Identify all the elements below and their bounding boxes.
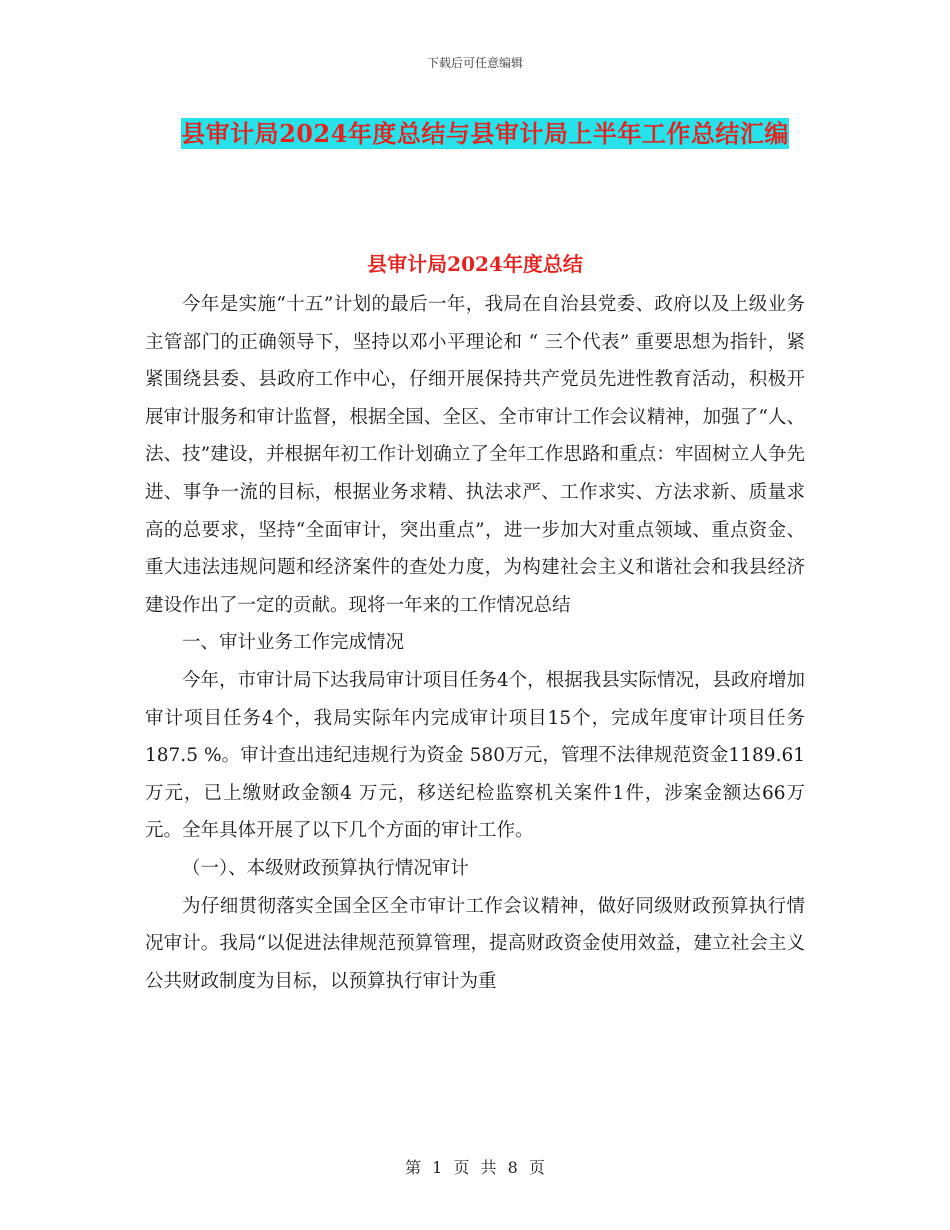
heading-budget-audit: （一）、本级财政预算执行情况审计 [182, 857, 469, 879]
document-title-text: 县审计局2024年度总结与县审计局上半年工作总结汇编 [181, 119, 789, 148]
page-number: 第 1 页 共 8 页 [405, 1158, 545, 1177]
section-title: 县审计局2024年度总结 [367, 252, 583, 276]
document-title [145, 112, 825, 156]
header-note: 下载后可任意编辑 [426, 56, 523, 70]
paragraph-intro: 今年是实施“十五”计划的最后一年，我局在自治县党委、政府以及上级业务主管部门的正确领导下，坚持以邓小平理论和 “ 三个代表” 重要思想为指针，紧紧围绕县委、县政府工作中心，仔细开展保持共产党员先进性教育活动，积极开展审计服务和审计监督，根据全国、全区、全市审计工作会议精神，加强了“人、法、技”建设，并根据年初工作计划确立了全年工作思路和重点：牢固树立人争先进、事争一流的目标，根据业务求精、执法求严、工作求实、方法求新、质量求高的总要求，坚持“全面审计，突出重点”，进一步加大对重点领域、重点资金、重大违法违规问题和经济案件的查处力度，为构建社会主义和谐社会和我县经济建设作出了一定的贡献。现将一年来的工作情况总结 [145, 294, 805, 616]
heading-audit-work: 一、审计业务工作完成情况 [182, 632, 405, 654]
paragraph-budget-audit: 为仔细贯彻落实全国全区全市审计工作会议精神，做好同级财政预算执行情况审计。我局“以促进法律规范预算管理，提高财政资金使用效益，建立社会主义公共财政制度为目标，以预算执行审计为重 [145, 895, 805, 992]
document-body [145, 286, 805, 1000]
paragraph-audit-summary: 今年，市审计局下达我局审计项目任务4个，根据我县实际情况，县政府增加审计项目任务4个，我局实际年内完成审计项目15个，完成年度审计项目任务187.5 %。审计查出违纪违规行为资金 580万元，管理不法律规范资金1189.61万元，已上缴财政金额4 万元，移送纪检监察机关案件1件，涉案金额达66万元。全年具体开展了以下几个方面的审计工作。 [145, 669, 805, 842]
